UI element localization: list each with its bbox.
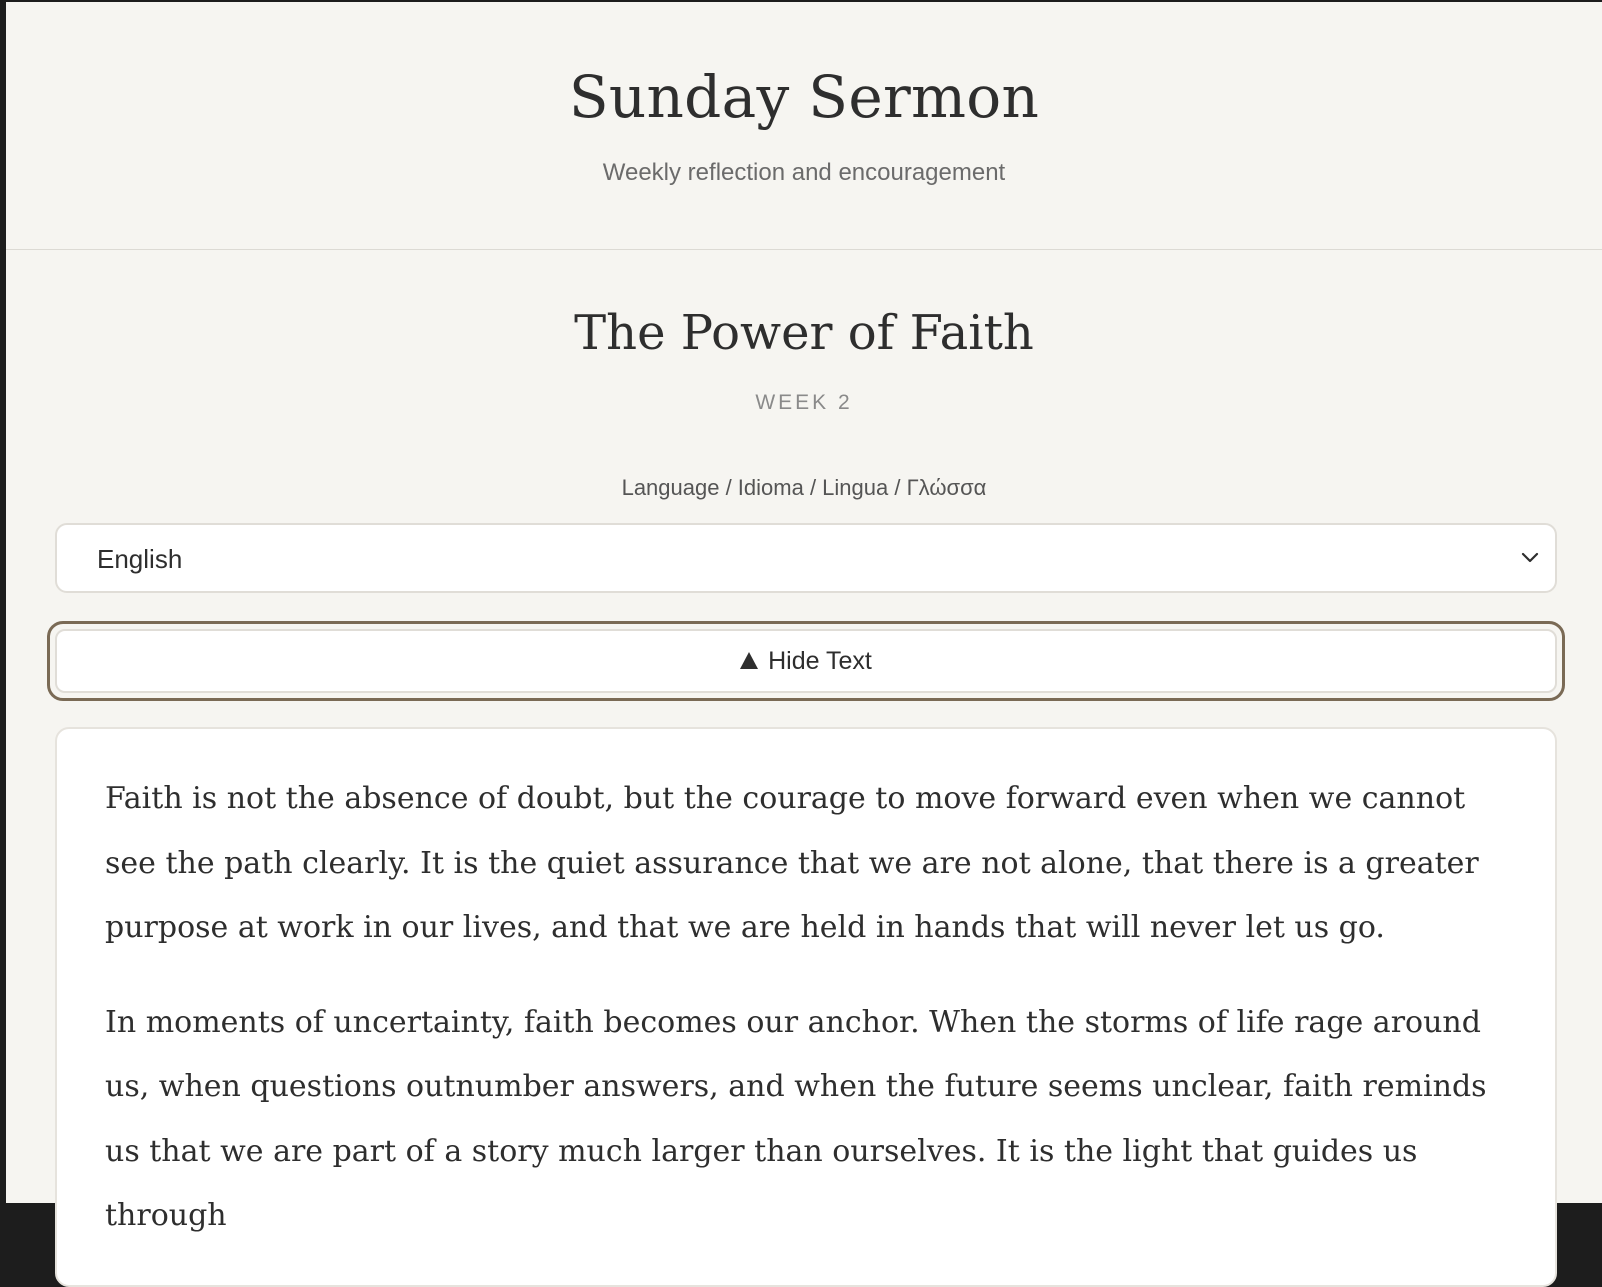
chevron-down-icon — [1519, 546, 1541, 568]
triangle-up-icon — [740, 652, 758, 669]
week-label: WEEK 2 — [755, 391, 853, 415]
page — [6, 2, 1602, 1233]
site-subtitle: Weekly reflection and encouragement — [602, 158, 1006, 186]
language-label: Language / Idioma / Lingua / Γλώσσα — [621, 475, 987, 501]
sermon-title: The Power of Faith — [574, 305, 1034, 361]
sermon-paragraph: In moments of uncertainty, faith becomes our anchor. When the storms of life rage around us, when questions outnumber answers, and when the future seems unclear, faith reminds us that we are part of a story much larger than ourselves. It is the light that guides us through — [105, 1004, 1487, 1233]
language-select-value: English — [97, 544, 183, 574]
language-select[interactable] — [55, 523, 1557, 593]
hide-text-button[interactable] — [47, 621, 1565, 701]
sermon-paragraph: Faith is not the absence of doubt, but the courage to move forward even when we cannot see the path clearly. It is the quiet assurance that we are not alone, that there is a greater purpose at work in our lives, and that we are held in hands that will never let us go. — [105, 781, 1479, 945]
site-header — [6, 2, 1602, 250]
site-title: Sunday Sermon — [568, 63, 1040, 131]
hide-text-button-face — [55, 629, 1557, 693]
hide-text-label: Hide Text — [768, 646, 872, 675]
main-content — [6, 250, 1602, 1233]
sermon-text-card — [55, 727, 1557, 1287]
